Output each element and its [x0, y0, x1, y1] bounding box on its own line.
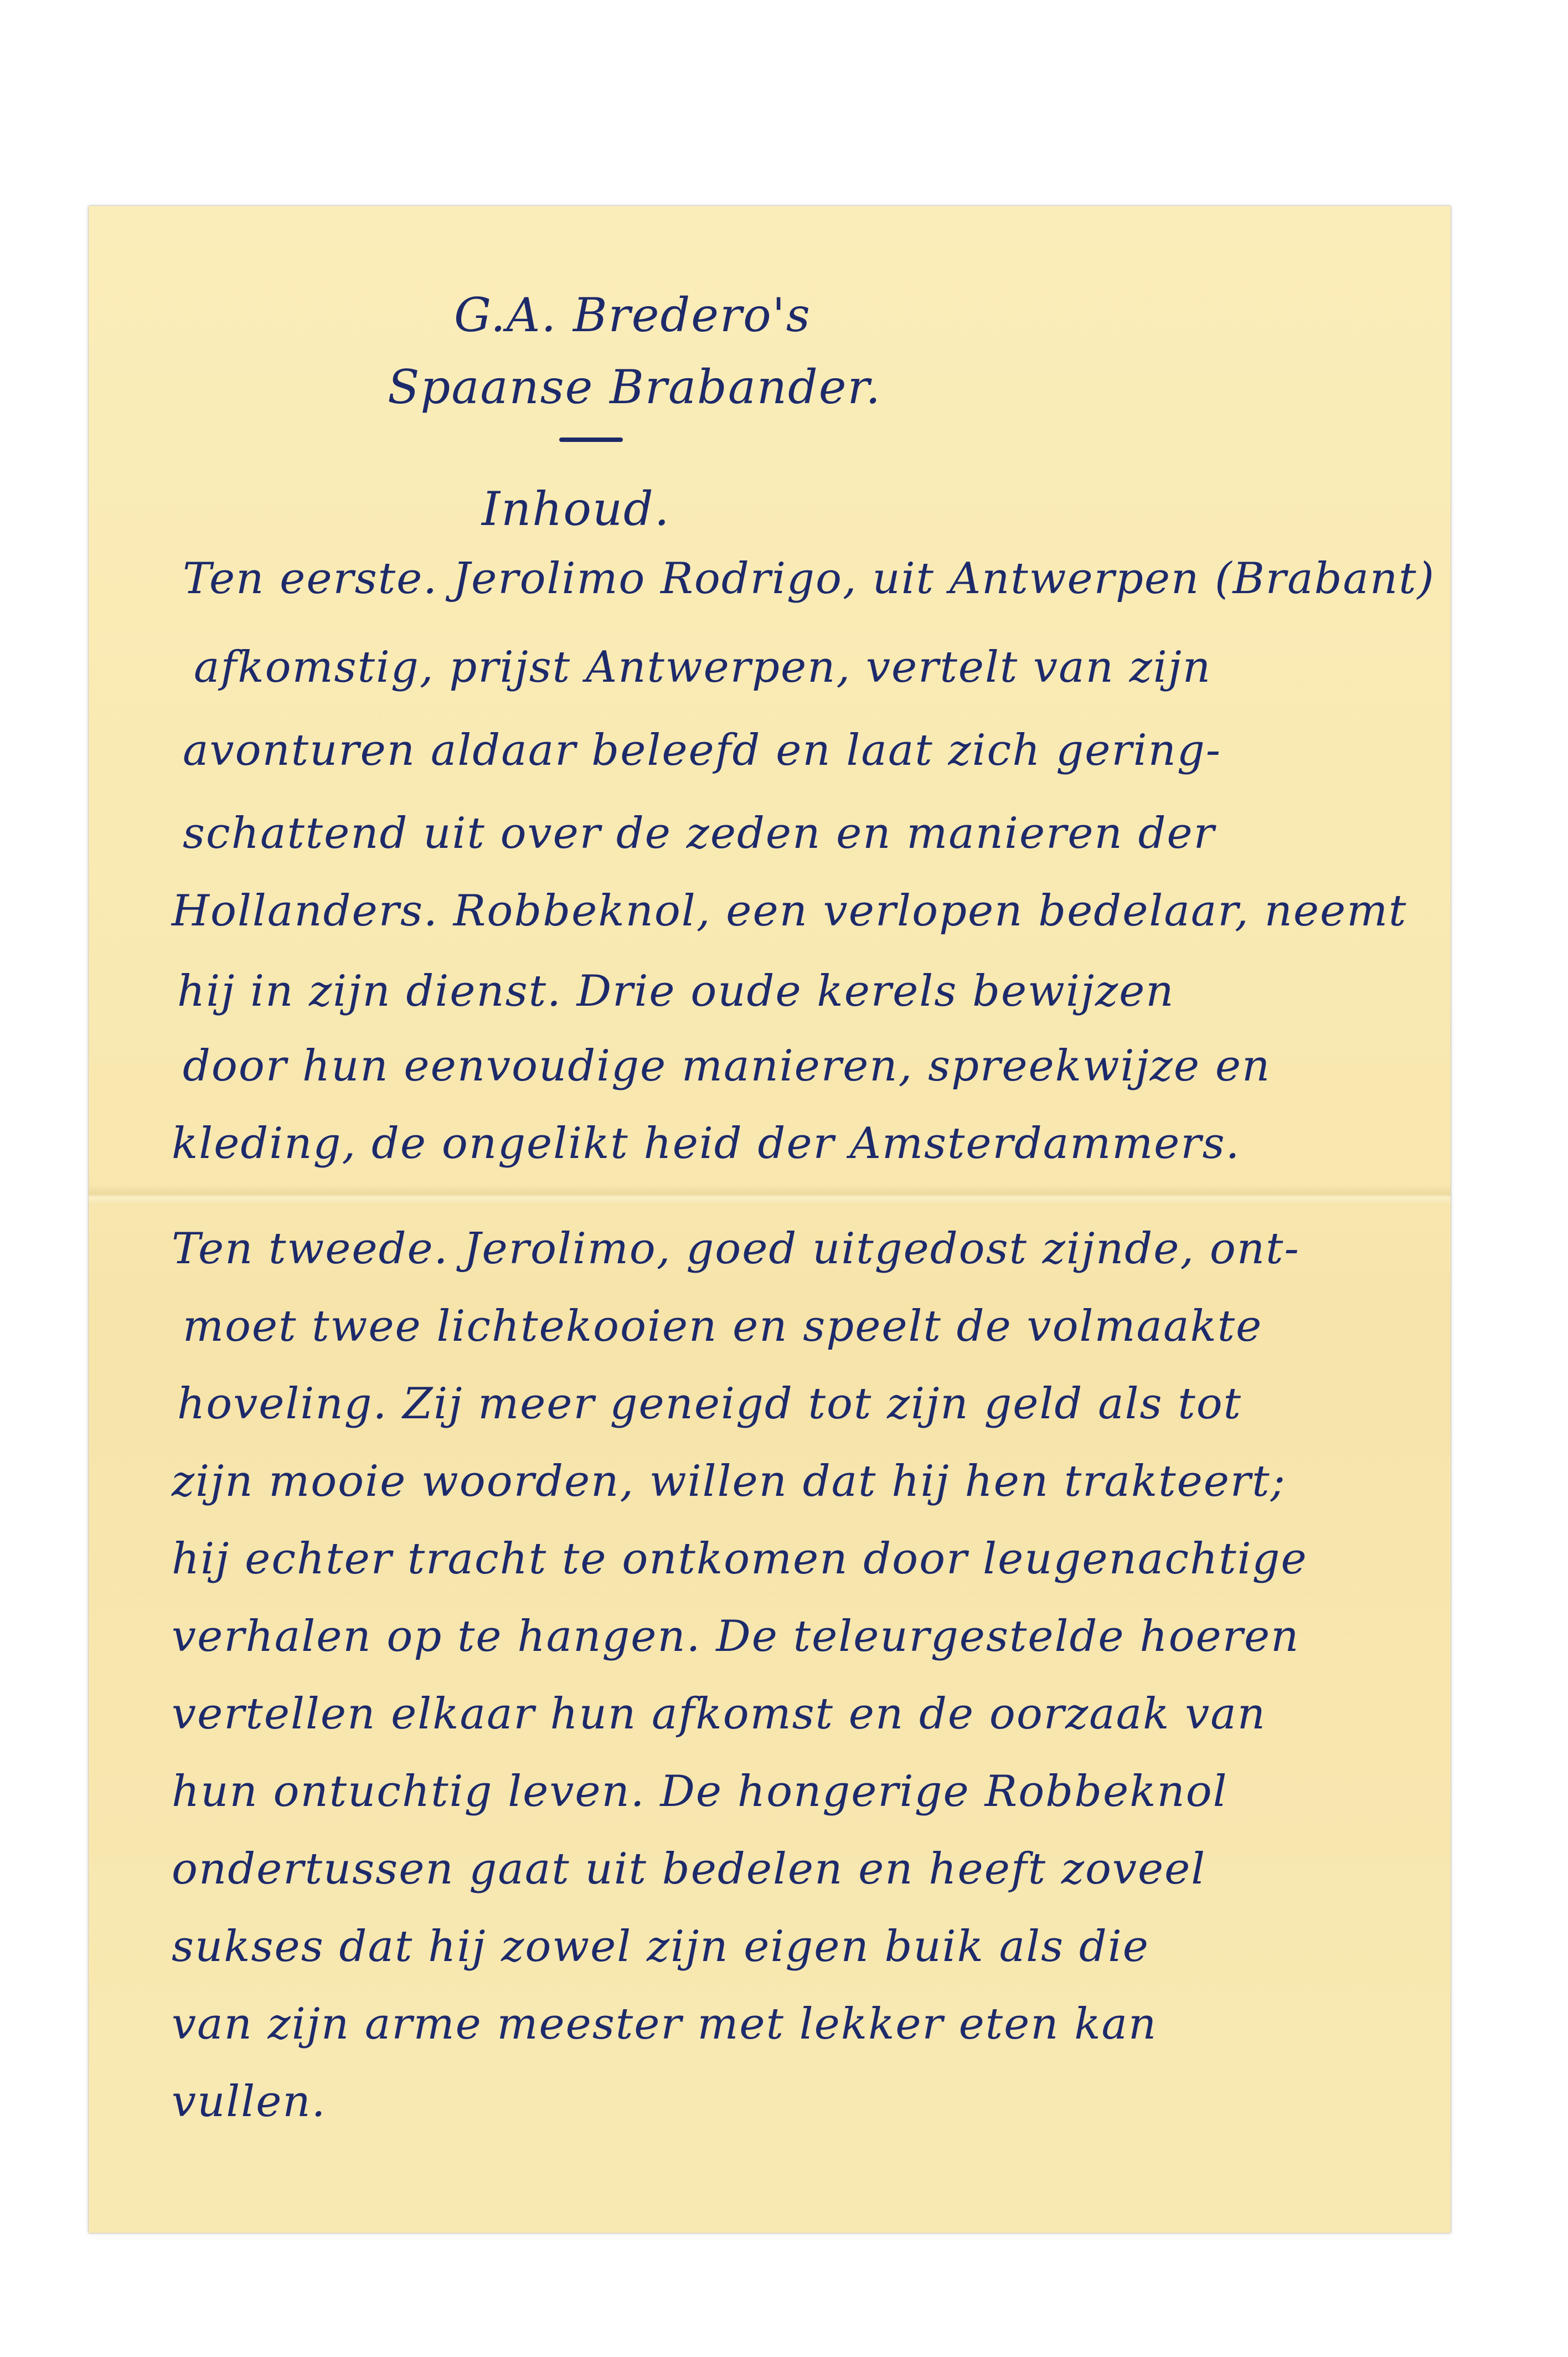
text-line-8: kleding, de ongelikt heid der Amsterdammers.: [172, 1119, 1241, 1169]
text-line-13: hij echter tracht te ontkomen door leugenachtige: [172, 1534, 1308, 1584]
text-line-11: hoveling. Zij meer geneigd tot zijn geld als tot: [177, 1379, 1242, 1429]
text-line-15: vertellen elkaar hun afkomst en de oorzaak van: [172, 1689, 1267, 1739]
text-line-6: hij in zijn dienst. Drie oude kerels bewijzen: [177, 966, 1175, 1016]
text-line-2: afkomstig, prijst Antwerpen, vertelt van zijn: [194, 642, 1212, 692]
text-line-14: verhalen op te hangen. De teleurgestelde hoeren: [172, 1612, 1300, 1661]
text-line-5: Hollanders. Robbeknol, een verlopen bedelaar, neemt: [172, 886, 1407, 936]
text-line-12: zijn mooie woorden, willen dat hij hen trakteert;: [172, 1457, 1286, 1506]
text-line-7: door hun eenvoudige manieren, spreekwijze en: [183, 1041, 1271, 1091]
text-line-1: Ten eerste. Jerolimo Rodrigo, uit Antwerpen (Brabant): [183, 554, 1436, 604]
heading-divider: [559, 438, 623, 442]
text-line-20: vullen.: [172, 2077, 327, 2127]
text-line-19: van zijn arme meester met lekker eten kan: [172, 1999, 1158, 2049]
text-line-16: hun ontuchtig leven. De hongerige Robbeknol: [172, 1767, 1228, 1816]
heading-title: Spaanse Brabander.: [388, 360, 882, 414]
text-line-4: schattend uit over de zeden en manieren der: [183, 809, 1215, 858]
heading-subtitle: Inhoud.: [482, 482, 670, 536]
text-line-18: sukses dat hij zowel zijn eigen buik als die: [172, 1922, 1149, 1972]
text-line-3: avonturen aldaar beleefd en laat zich gering-: [183, 725, 1222, 775]
text-line-10: moet twee lichtekooien en speelt de volmaakte: [183, 1301, 1263, 1351]
heading-author: G.A. Bredero's: [454, 288, 811, 342]
text-line-9: Ten tweede. Jerolimo, goed uitgedost zijnde, ont-: [172, 1224, 1300, 1274]
paper-fold-crease: [89, 1185, 1451, 1205]
text-line-17: ondertussen gaat uit bedelen en heeft zoveel: [172, 1844, 1206, 1894]
